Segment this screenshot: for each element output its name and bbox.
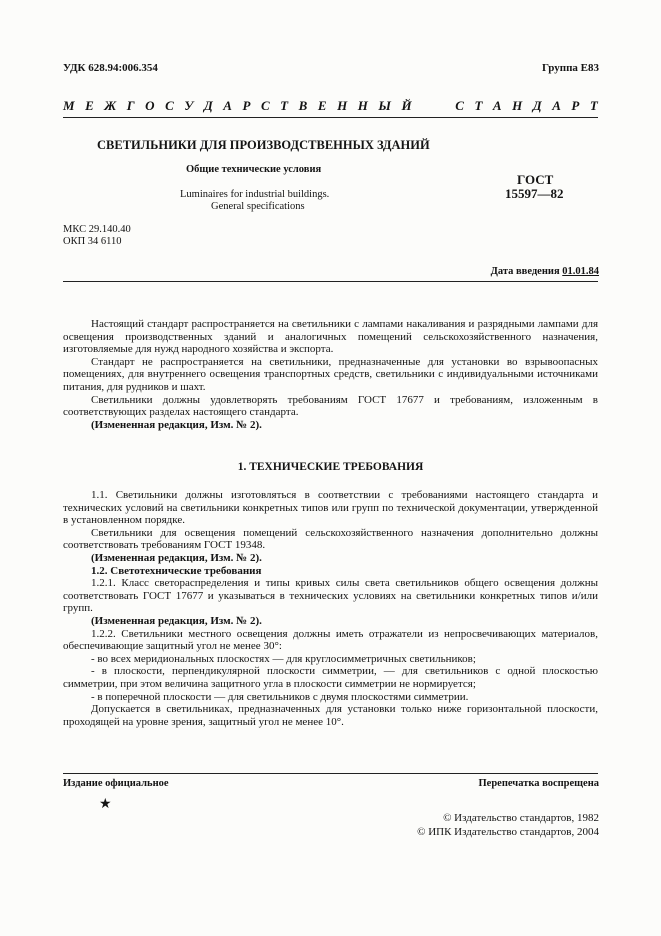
amendment-note: (Измененная редакция, Изм. № 2). — [91, 551, 262, 564]
english-title-line-1: Luminaires for industrial buildings. — [180, 189, 330, 200]
footer-rule — [63, 773, 598, 774]
banner-letter: С — [455, 98, 464, 113]
banner-letter: А — [223, 98, 232, 113]
banner-letter: А — [492, 98, 502, 113]
banner-letter: Г — [126, 98, 135, 113]
intro-paragraph: Настоящий стандарт распространяется на светильники с лампами накаливания и разрядными лампами для освещения производственных зданий и аналогичных помещений сельскохозяйственного назначения, изготовляемые для нужд народного хозяйства и экспорта. — [63, 318, 598, 356]
banner-letter: Н — [512, 98, 523, 113]
amendment-note: (Измененная редакция, Изм. № 2). — [91, 614, 262, 627]
gost-number: 15597—82 — [505, 186, 564, 201]
document-subtitle: Общие технические условия — [186, 164, 322, 175]
banner-letter: Т — [474, 98, 483, 113]
banner-letter: Т — [589, 98, 598, 113]
list-item: - во всех меридиональных плоскостях — для круглосимметричных светильников; — [91, 652, 476, 665]
english-title-line-2: General specifications — [211, 201, 305, 212]
date-rule — [63, 281, 598, 282]
banner-letter: В — [298, 98, 308, 113]
clause-1-2-heading: 1.2. Светотехнические требования — [91, 564, 262, 577]
copyright-1982: © Издательство стандартов, 1982 — [443, 812, 599, 824]
clause-paragraph: Светильники для освещения помещений сельскохозяйственного назначения дополнительно должны соответствовать требованиям ГОСТ 19348. — [63, 526, 598, 552]
amendment-note: (Измененная редакция, Изм. № 2). — [91, 418, 262, 431]
banner-letter: О — [145, 98, 155, 113]
banner-letter: Ы — [378, 98, 391, 113]
reprint-note: Перепечатка воспрещена — [478, 778, 599, 789]
copyright-2004: © ИПК Издательство стандартов, 2004 — [417, 826, 599, 838]
banner-letter: Е — [317, 98, 327, 113]
banner-letter — [422, 98, 428, 114]
intro-date-value: 01.01.84 — [562, 266, 599, 277]
standard-banner — [63, 98, 598, 114]
intro-date-label: Дата введения — [490, 266, 560, 277]
banner-letter: Д — [203, 98, 213, 113]
intro-paragraph: Стандарт не распространяется на светильники, предназначенные для установки во взрывоопасных помещениях, для внутреннего освещения транспортных средств, светильники с индивидуальными источниками питания, для рудников и шахт. — [63, 355, 598, 393]
star-icon: ★ — [99, 797, 112, 812]
mks-code: МКС 29.140.40 — [63, 224, 131, 235]
group-code: Группа Е83 — [541, 62, 599, 74]
banner-letter: М — [63, 98, 75, 113]
banner-letter: С — [260, 98, 270, 113]
list-item: - в поперечной плоскости — для светильников с двумя плоскостями симметрии. — [91, 690, 469, 703]
clause-1-2-1: 1.2.1. Класс светораспределения и типы кривых силы света светильников общего освещения должны соответствовать ГОСТ 17677 и указываться в технических условиях на светильники конкретных типов и/или групп. — [63, 577, 598, 615]
banner-letter: Р — [242, 98, 251, 113]
banner-letter: Р — [571, 98, 580, 113]
banner-letter: Т — [280, 98, 289, 113]
header-rule — [63, 117, 598, 118]
list-item: - в плоскости, перпендикулярной плоскости симметрии, — для светильников с одной плоскостью симметрии, при этом величина защитного угла в плоскости симметрии не нормируется; — [63, 665, 598, 690]
document-title: СВЕТИЛЬНИКИ ДЛЯ ПРОИЗВОДСТВЕННЫХ ЗДАНИЙ — [97, 138, 430, 152]
banner-letter: Ж — [104, 98, 117, 113]
gost-label: ГОСТ — [517, 172, 554, 187]
intro-date — [491, 266, 599, 277]
clause-1-1: 1.1. Светильники должны изготовляться в соответствии с требованиями настоящего стандарта и технических условий на светильники конкретных типов или групп по технической документации, утвержденной в установленном порядке. — [63, 489, 598, 527]
banner-letter: Й — [401, 98, 412, 113]
banner-letter: У — [184, 98, 194, 113]
section-1-text — [63, 489, 598, 728]
udk-code: УДК 628.94:006.354 — [63, 62, 158, 74]
banner-letter: С — [165, 98, 174, 113]
classification-codes — [63, 224, 131, 248]
banner-letter: Н — [337, 98, 348, 113]
banner-letter: Д — [532, 98, 542, 113]
section-heading: 1. ТЕХНИЧЕСКИЕ ТРЕБОВАНИЯ — [237, 461, 424, 473]
banner-letter: Е — [85, 98, 94, 113]
clause-1-2-2: 1.2.2. Светильники местного освещения должны иметь отражатели из непросвечивающих материалов, обеспечивающие защитный угол не менее 30°: — [63, 627, 598, 653]
clause-paragraph: Допускается в светильниках, предназначенных для установки только ниже горизонтальной плоскости, проходящей на уровне зрения, защитный угол не менее 10°. — [63, 703, 598, 728]
intro-text — [63, 318, 598, 431]
okp-code: ОКП 34 6110 — [63, 236, 122, 247]
banner-letter — [439, 98, 445, 114]
banner-letter: А — [552, 98, 561, 113]
official-edition-note: Издание официальное — [63, 778, 169, 789]
banner-letter: Н — [357, 98, 368, 113]
intro-paragraph: Светильники должны удовлетворять требованиям ГОСТ 17677 и требованиям, изложенным в соответствующих разделах настоящего стандарта. — [63, 393, 598, 419]
